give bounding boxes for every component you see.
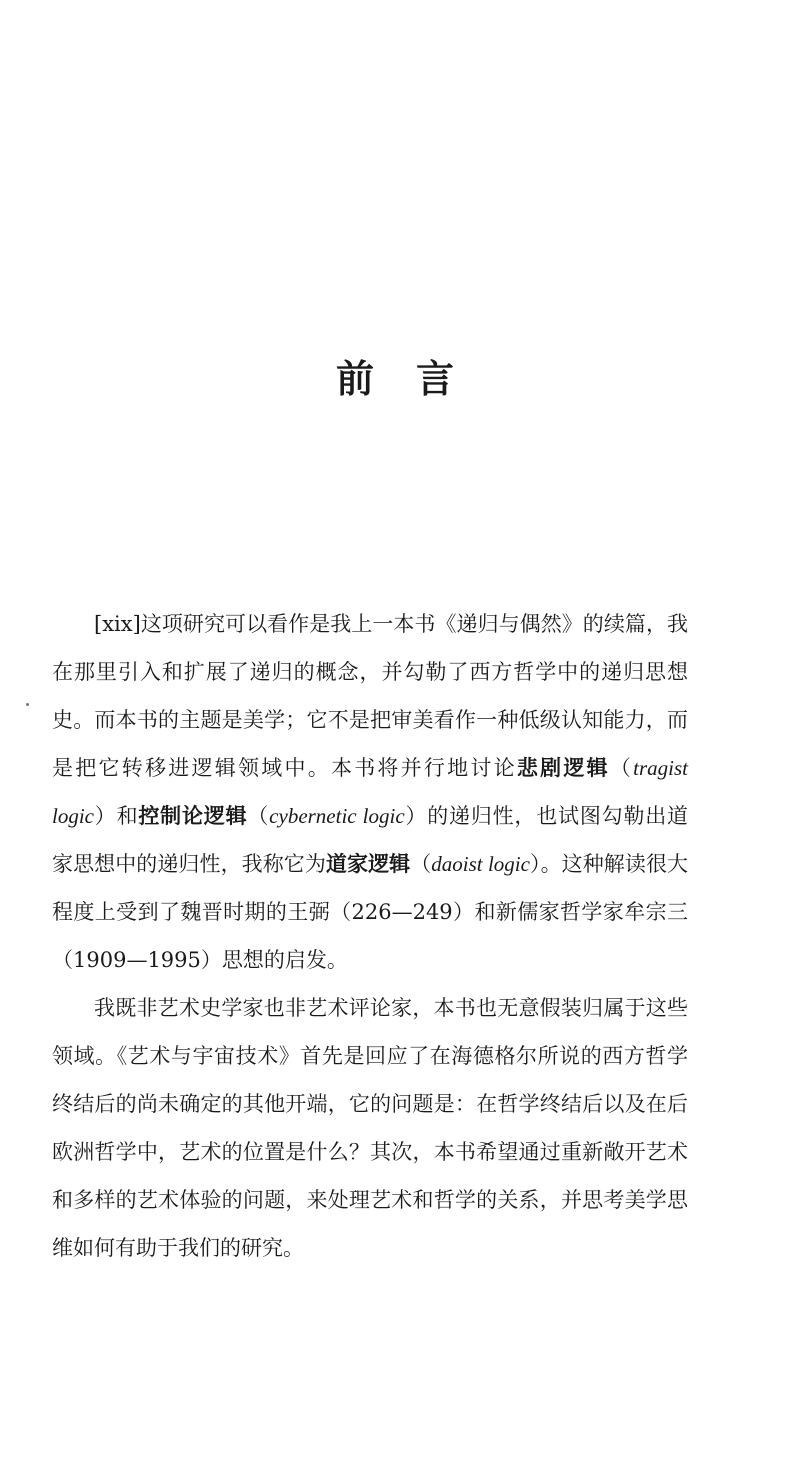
text-segment: （ [410,852,432,876]
term-daoist-logic: 道家逻辑 [325,852,411,876]
term-cybernetic-logic: 控制论逻辑 [138,804,248,828]
text-segment: （ [247,804,270,828]
text-segment: 我既非艺术史学家也非艺术评论家，本书也无意假装归属于这些领域。《艺术与宇宙技术》首先是回应了在海德格尔所说的西方哲学终结后的尚未确定的其他开端，它的问题是：在哲学终结后以及在后欧洲哲学中，艺术的位置是什么？其次，本书希望通过重新敞开艺术和多样的艺术体验的问题，来处理艺术和哲学的关系，并思考美学思维如何有助于我们的研究。 [52,996,688,1260]
text-segment: ）和 [94,804,139,828]
english-term: daoist logic [431,852,530,876]
page-title: 前言 [335,357,496,402]
text-segment: （ [609,756,634,780]
paragraph-1 [52,600,688,984]
scan-speck [26,703,29,706]
preface-body [52,600,688,1272]
english-term: tragist logic [52,756,689,828]
english-term: cybernetic logic [269,804,405,828]
text-segment: ）。这种解读很大程度上受到了魏晋时期的王弼（226—249）和新儒家哲学家牟宗三（1909—1995）思想的启发。 [52,852,689,972]
text-segment: [xix]这项研究可以看作是我上一本书《递归与偶然》的续篇，我在那里引入和扩展了递归的概念，并勾勒了西方哲学中的递归思想史。而本书的主题是美学；它不是把审美看作一种低级认知能力，而是把它转移进逻辑领域中。本书将并行地讨论 [52,612,688,780]
term-tragist-logic: 悲剧逻辑 [516,756,610,780]
text-segment: ）的递归性，也试图勾勒出道家思想中的递归性，我称它为 [52,804,689,876]
paragraph-2 [52,984,688,1272]
